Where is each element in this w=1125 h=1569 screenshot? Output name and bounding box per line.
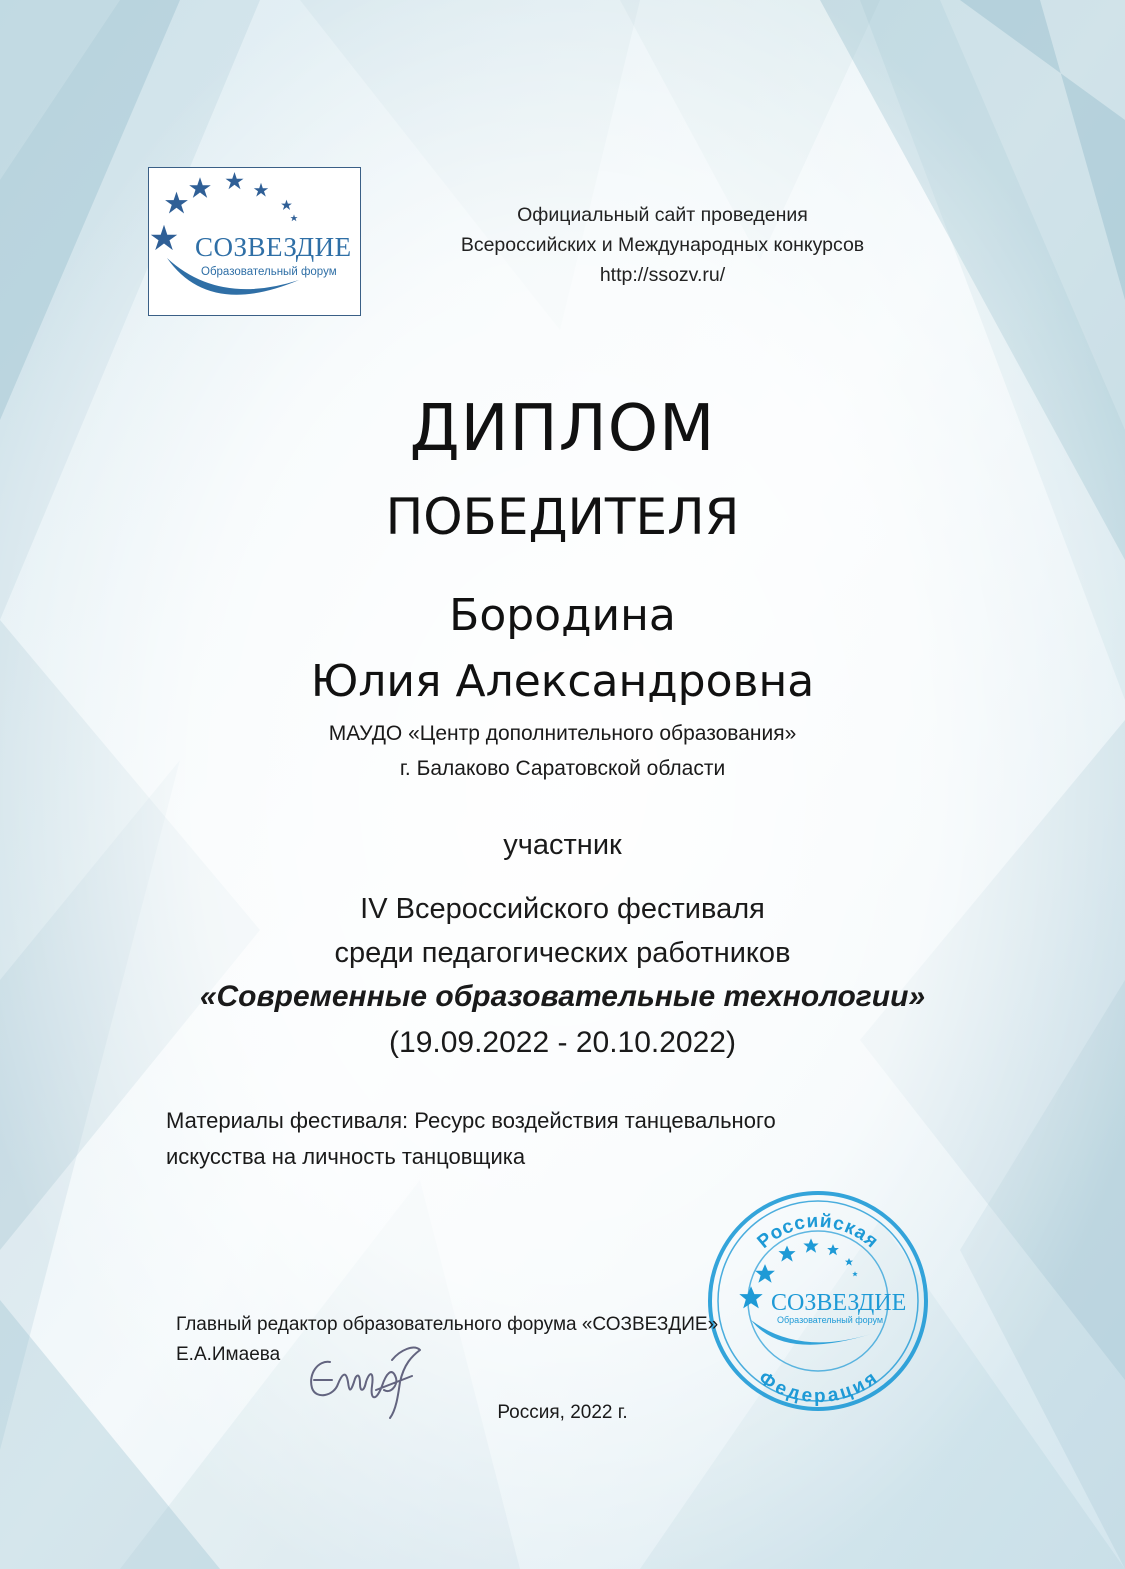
sozvezdie-logo xyxy=(148,167,361,316)
site-info xyxy=(420,200,905,290)
organization-line-1: МАУДО «Центр дополнительного образования» xyxy=(328,722,797,745)
svg-text:Российская xyxy=(753,1211,882,1253)
logo-subtitle: Образовательный форум xyxy=(201,266,337,278)
festival-line-2: среди педагогических работников xyxy=(334,937,791,969)
festival-line-1: IV Всероссийского фестиваля xyxy=(360,893,765,925)
stamp-bottom-text: Федерация xyxy=(754,1367,882,1407)
materials-line-2: искусства на личность танцовщика xyxy=(166,1144,526,1169)
site-info-line-2: Всероссийских и Международных конкурсов xyxy=(460,234,865,256)
recipient-surname: Бородина xyxy=(449,590,676,641)
stamp-center-text: СОЗВЕЗДИЕ xyxy=(771,1290,907,1316)
place-and-year: Россия, 2022 г. xyxy=(497,1402,628,1423)
materials-line-1: Материалы фестиваля: Ресурс воздействия танцевального xyxy=(166,1108,776,1133)
stamp-center-subtext: Образовательный форум xyxy=(777,1315,884,1325)
site-info-line-1: Официальный сайт проведения xyxy=(517,204,808,226)
diploma-title: ДИПЛОМ xyxy=(409,392,716,466)
signatory-name: Е.А.Имаева xyxy=(176,1344,281,1365)
stamp-top-text: Российская xyxy=(753,1210,883,1253)
site-url: http://ssozv.ru/ xyxy=(599,264,726,286)
logo-name: СОЗВЕЗДИЕ xyxy=(195,232,352,262)
signatory-block xyxy=(176,1310,718,1370)
official-stamp xyxy=(703,1186,933,1416)
recipient-given-names: Юлия Александровна xyxy=(310,656,815,707)
diploma-subtitle: ПОБЕДИТЕЛЯ xyxy=(385,488,740,546)
organization-line-2: г. Балаково Саратовской области xyxy=(399,757,726,780)
signatory-position: Главный редактор образовательного форума «СОЗВЕЗДИЕ» xyxy=(176,1314,719,1335)
festival-name: «Современные образовательные технологии» xyxy=(199,980,926,1013)
recipient-role: участник xyxy=(503,829,622,861)
festival-materials xyxy=(166,1103,926,1175)
festival-dates: (19.09.2022 - 20.10.2022) xyxy=(389,1026,736,1059)
